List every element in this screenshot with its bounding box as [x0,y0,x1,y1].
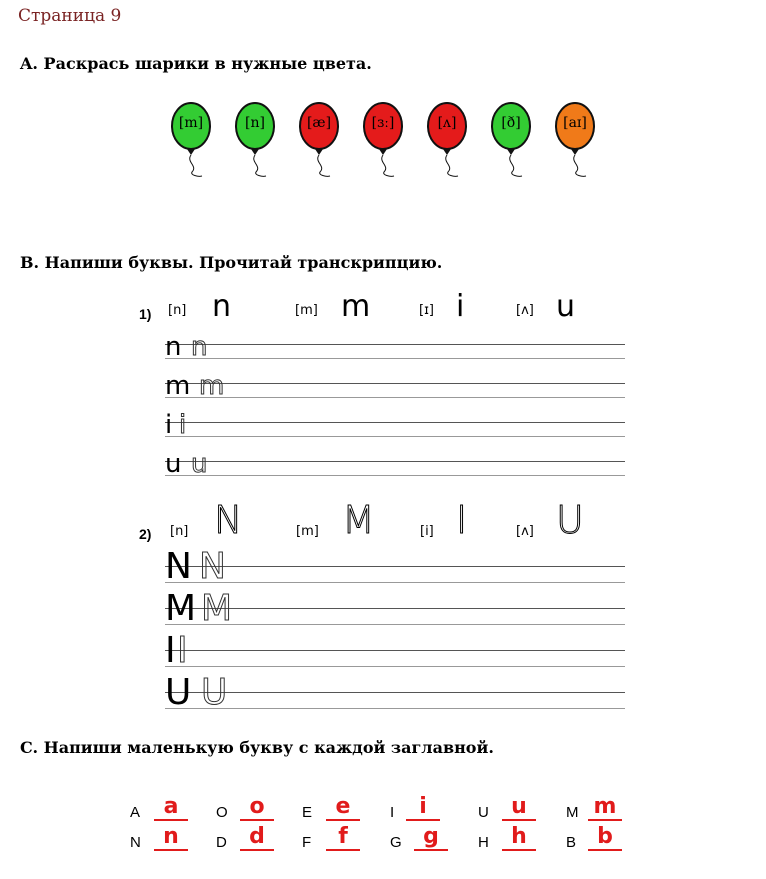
line-start-letter: U [165,672,192,713]
writing-line[interactable] [165,672,625,714]
capital-letter: N [130,834,141,851]
sample-letter: m [341,289,372,324]
balloon-icon [168,100,214,180]
sample-letter: i [456,289,466,324]
trace-letter: i [179,410,187,440]
writing-line[interactable] [165,371,625,405]
writing-line[interactable] [165,546,625,588]
trace-letter: N [199,546,226,587]
capital-letter: B [566,834,577,851]
trace-letter: M [201,588,233,629]
answer-underline [154,849,188,851]
trace-letter: n [191,332,208,362]
line-start-letter: i [165,410,173,440]
answer-letter[interactable]: b [597,824,613,849]
line-start-letter: u [165,449,182,479]
transcription: [n] [168,303,187,318]
line-start-letter: N [165,546,192,587]
trace-letter: m [199,371,225,401]
transcription: [i] [420,524,434,539]
sample-letter: N [214,498,243,542]
row-number: 2) [139,526,152,542]
page-label: Страница 9 [18,6,122,26]
balloon[interactable] [232,100,278,180]
line-start-letter: M [165,588,197,629]
transcription: [m] [296,524,319,539]
transcription: [m] [295,303,318,318]
answer-underline [154,819,188,821]
sample-letter: I [456,498,468,542]
section-a-heading: A. Раскрась шарики в нужные цвета. [20,54,372,73]
answer-underline [240,849,274,851]
answer-letter[interactable]: m [593,794,617,819]
capital-letter: A [130,804,141,821]
balloon-label: [æ] [306,115,332,131]
answer-letter[interactable]: i [419,794,427,819]
answer-letter[interactable]: g [423,824,439,849]
answer-underline [502,849,536,851]
line-start-letter: m [165,371,191,401]
capital-letter: F [302,834,312,851]
writing-line[interactable] [165,410,625,444]
answer-letter[interactable]: u [511,794,527,819]
row-number: 1) [139,306,152,322]
balloon-icon [360,100,406,180]
trace-letter: U [201,672,228,713]
answer-underline [502,819,536,821]
capital-letter: M [566,804,579,821]
answer-underline [588,819,622,821]
answer-underline [414,849,448,851]
balloon[interactable] [360,100,406,180]
balloon-icon [424,100,470,180]
trace-letter: u [191,449,208,479]
capital-letter: U [478,804,489,821]
trace-letter: I [177,630,188,671]
balloons-row [168,100,608,180]
answer-underline [240,819,274,821]
capital-letter: E [302,804,313,821]
answer-letter[interactable]: a [163,794,179,819]
line-start-letter: I [165,630,176,671]
writing-line[interactable] [165,449,625,483]
writing-line[interactable] [165,588,625,630]
transcription: [n] [170,524,189,539]
sample-letter: n [212,289,233,324]
balloon-label: [ɜː] [371,115,395,131]
answer-letter[interactable]: o [249,794,265,819]
balloon[interactable] [424,100,470,180]
balloon[interactable] [296,100,342,180]
answer-underline [588,849,622,851]
answer-letter[interactable]: n [163,824,179,849]
transcription: [ʌ] [516,303,534,318]
answer-letter[interactable]: e [335,794,351,819]
sample-letter: U [556,498,584,542]
balloon-icon [552,100,598,180]
balloon-label: [ʌ] [437,115,457,131]
balloon[interactable] [552,100,598,180]
line-start-letter: n [165,332,182,362]
capital-letter: D [216,834,227,851]
sample-letter: M [342,498,375,542]
answer-letter[interactable]: f [338,824,348,849]
balloon-icon [296,100,342,180]
answer-letter[interactable]: h [511,824,527,849]
capital-letter: I [390,804,395,821]
answer-underline [326,849,360,851]
balloon-label: [n] [245,115,265,131]
sample-letter: u [556,289,577,324]
section-c-heading: C. Напиши маленькую букву с каждой заглавной. [20,738,494,757]
balloon-icon [488,100,534,180]
balloon-label: [ð] [501,115,521,131]
writing-line[interactable] [165,630,625,672]
answer-underline [406,819,440,821]
writing-line[interactable] [165,332,625,366]
capital-letter: G [390,834,402,851]
transcription: [ɪ] [419,303,434,318]
capital-letter: H [478,834,489,851]
balloon[interactable] [488,100,534,180]
balloon-icon [232,100,278,180]
transcription: [ʌ] [516,524,534,539]
capital-letter: O [216,804,228,821]
balloon[interactable] [168,100,214,180]
balloon-label: [m] [178,115,204,131]
answer-letter[interactable]: d [249,824,265,849]
answer-underline [326,819,360,821]
section-b-heading: B. Напиши буквы. Прочитай транскрипцию. [20,253,443,272]
balloon-label: [aɪ] [563,115,587,131]
